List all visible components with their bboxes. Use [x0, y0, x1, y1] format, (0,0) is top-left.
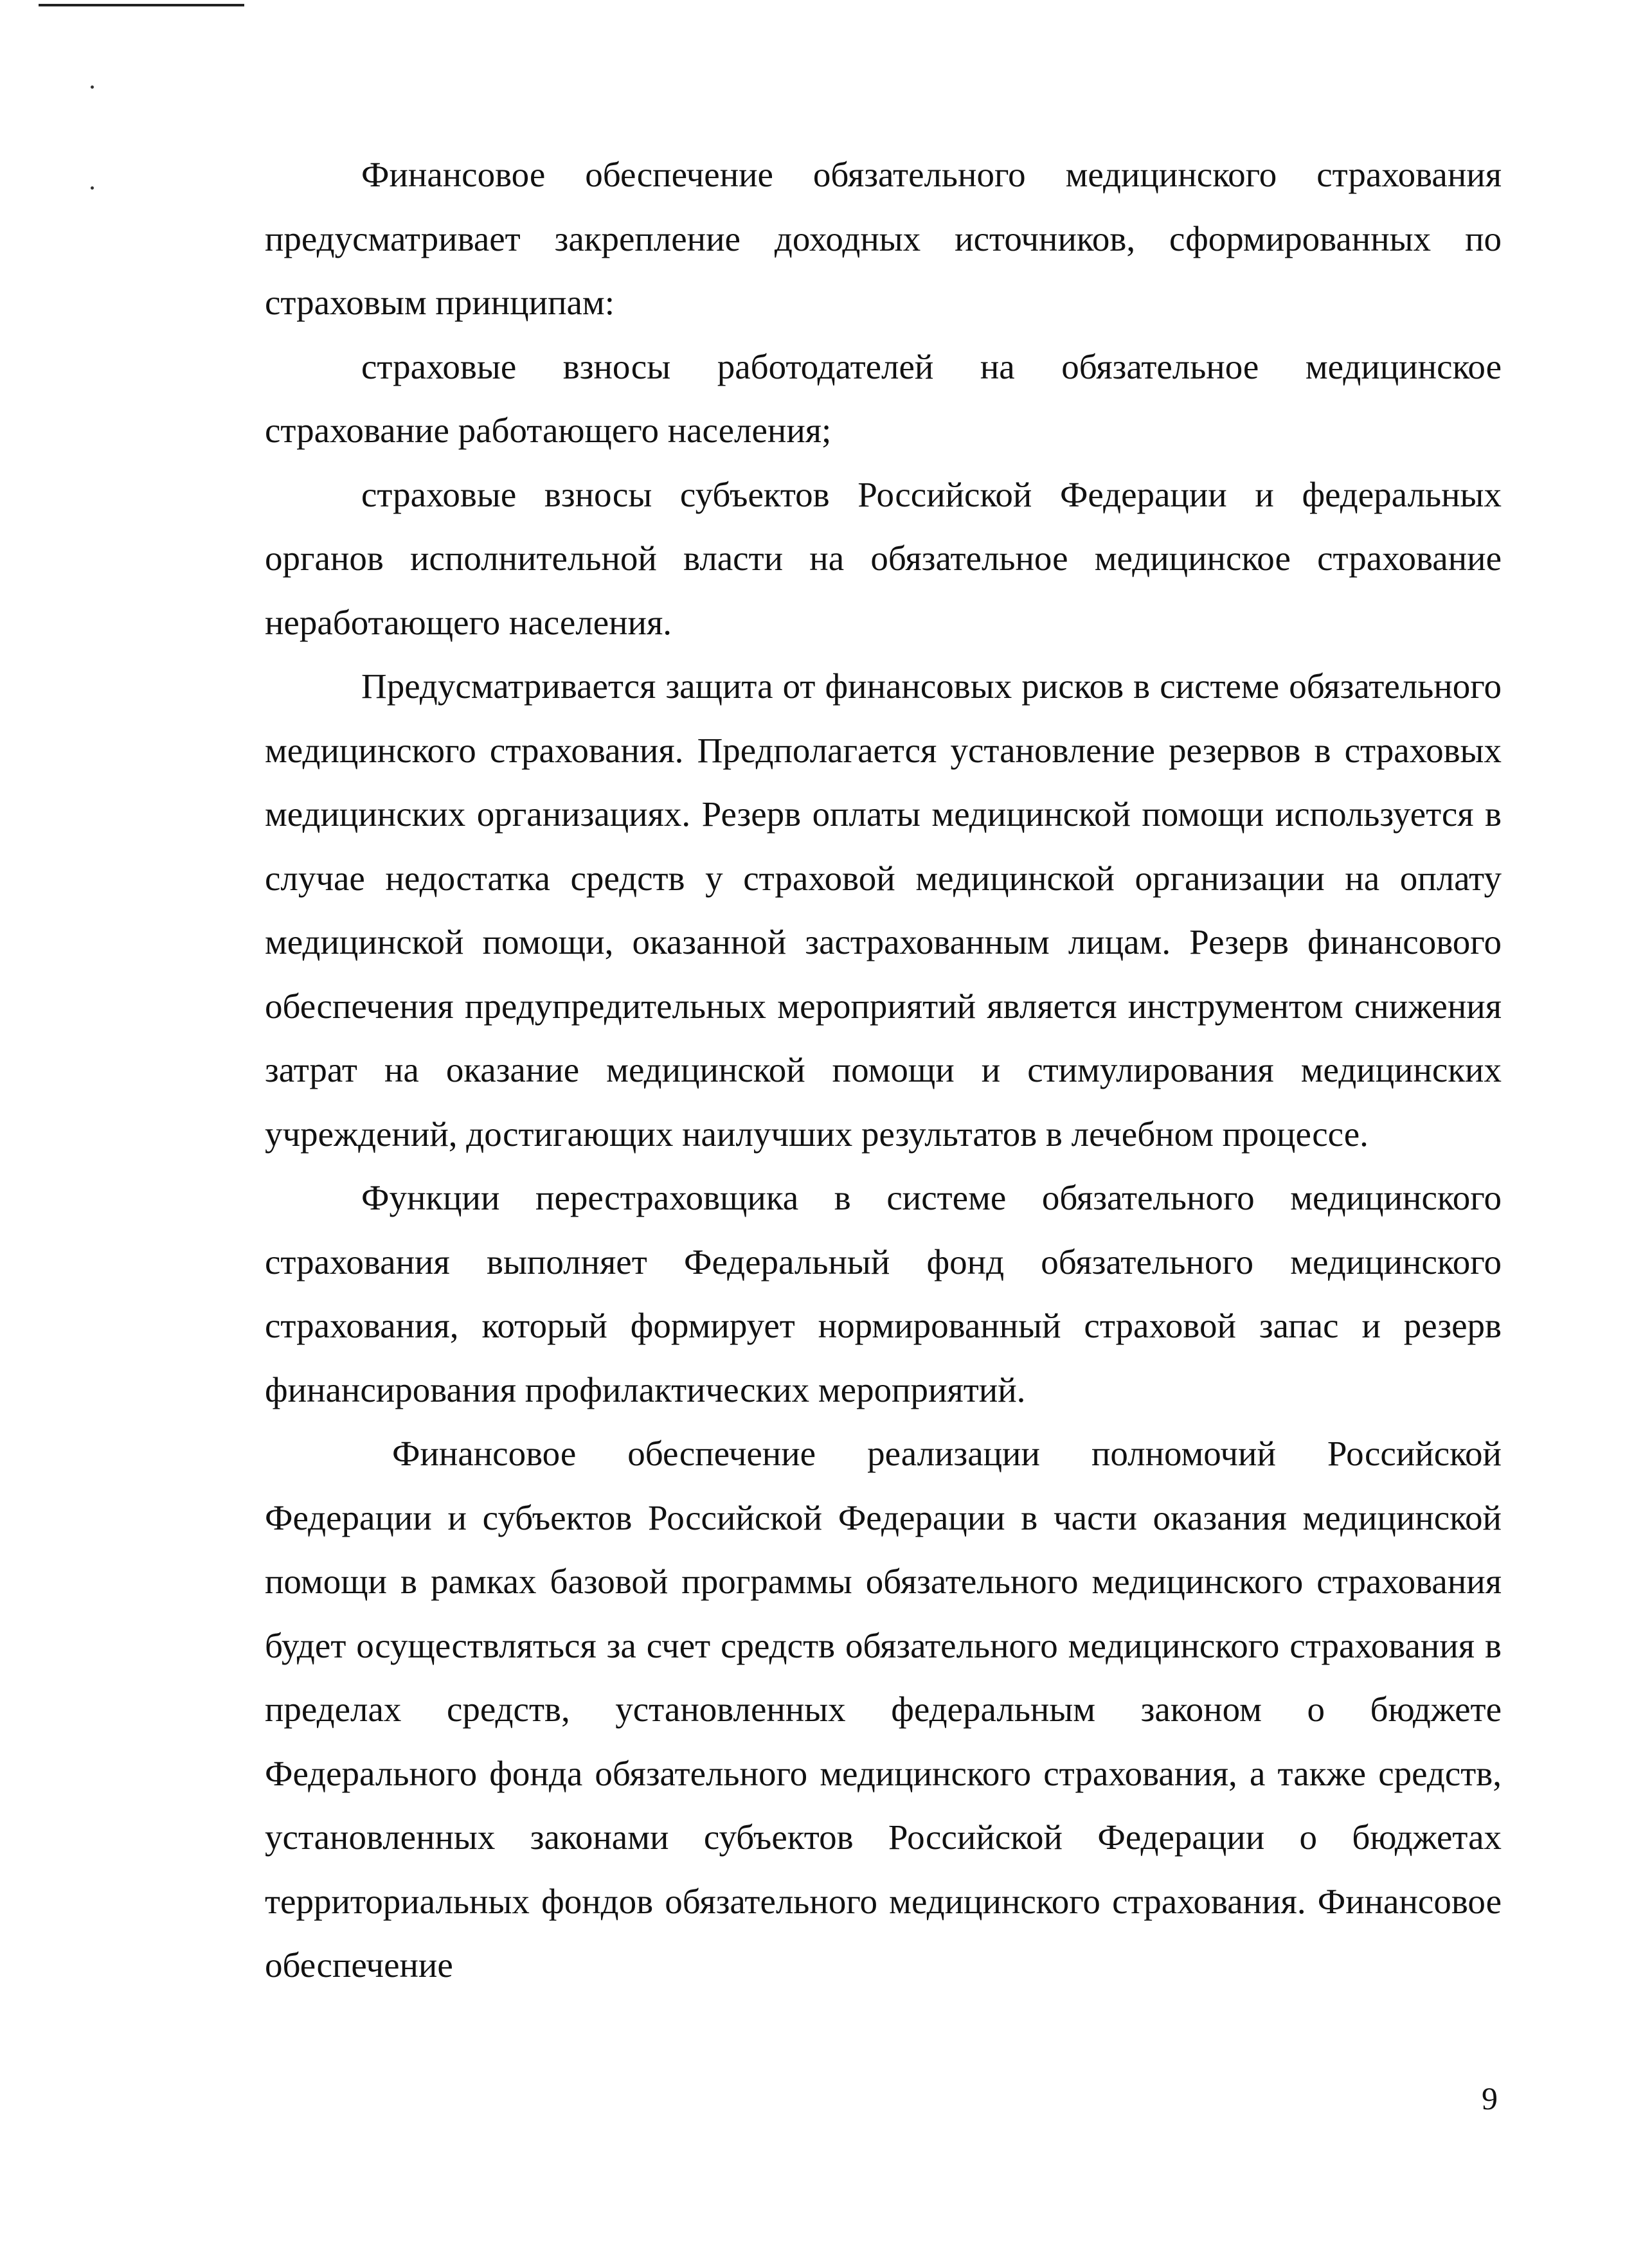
scan-artifact-dot: [91, 186, 94, 190]
paragraph-insurance-financing: Финансовое обеспечение обязательного медицинского страхования предусматривает закрепление доходных источников, сформированных по страховым принципам:: [265, 155, 1502, 322]
scan-artifact-dot: [91, 85, 94, 89]
paragraph-federal-financing: Финансовое обеспечение реализации полномочий Российской Федерации и субъектов Российской Федерации в части оказания медицинской помощи в рамках базовой программы обязательного медицинского страхования будет осуществляться за счет средств обязательного медицинского страхования в пределах средств, установленных федеральным законом о бюджете Федерального фонда обязательного медицинского страхования, а также средств, установленных законами субъектов Российской Федерации о бюджетах территориальных фондов обязательного медицинского страхования. Финансовое обеспечение: [265, 1434, 1502, 1985]
paragraph-employer-contributions: страховые взносы работодателей на обязательное медицинское страхование работающего населения;: [265, 346, 1502, 450]
paragraph-regional-contributions: страховые взносы субъектов Российской Федерации и федеральных органов исполнительной власти на обязательное медицинское страхование неработающего населения.: [265, 474, 1502, 642]
paragraph-reinsurer-functions: Функции перестраховщика в системе обязательного медицинского страхования выполняет Федеральный фонд обязательного медицинского страхования, который формирует нормированный страховой запас и резерв финансирования профилактических мероприятий.: [265, 1178, 1502, 1409]
paragraph-risk-protection: Предусматривается защита от финансовых рисков в системе обязательного медицинского страхования. Предполагается установление резервов в страховых медицинских организациях. Резерв оплаты медицинской помощи используется в случае недостатка средств у страховой медицинской организации на оплату медицинской помощи, оказанной застрахованным лицам. Резерв финансового обеспечения предупредительных мероприятий является инструментом снижения затрат на оказание медицинской помощи и стимулирования медицинских учреждений, достигающих наилучших результатов в лечебном процессе.: [265, 666, 1502, 1154]
page-number: 9: [1482, 2080, 1498, 2116]
top-rule: [39, 4, 244, 6]
document-body: [265, 143, 1502, 1997]
